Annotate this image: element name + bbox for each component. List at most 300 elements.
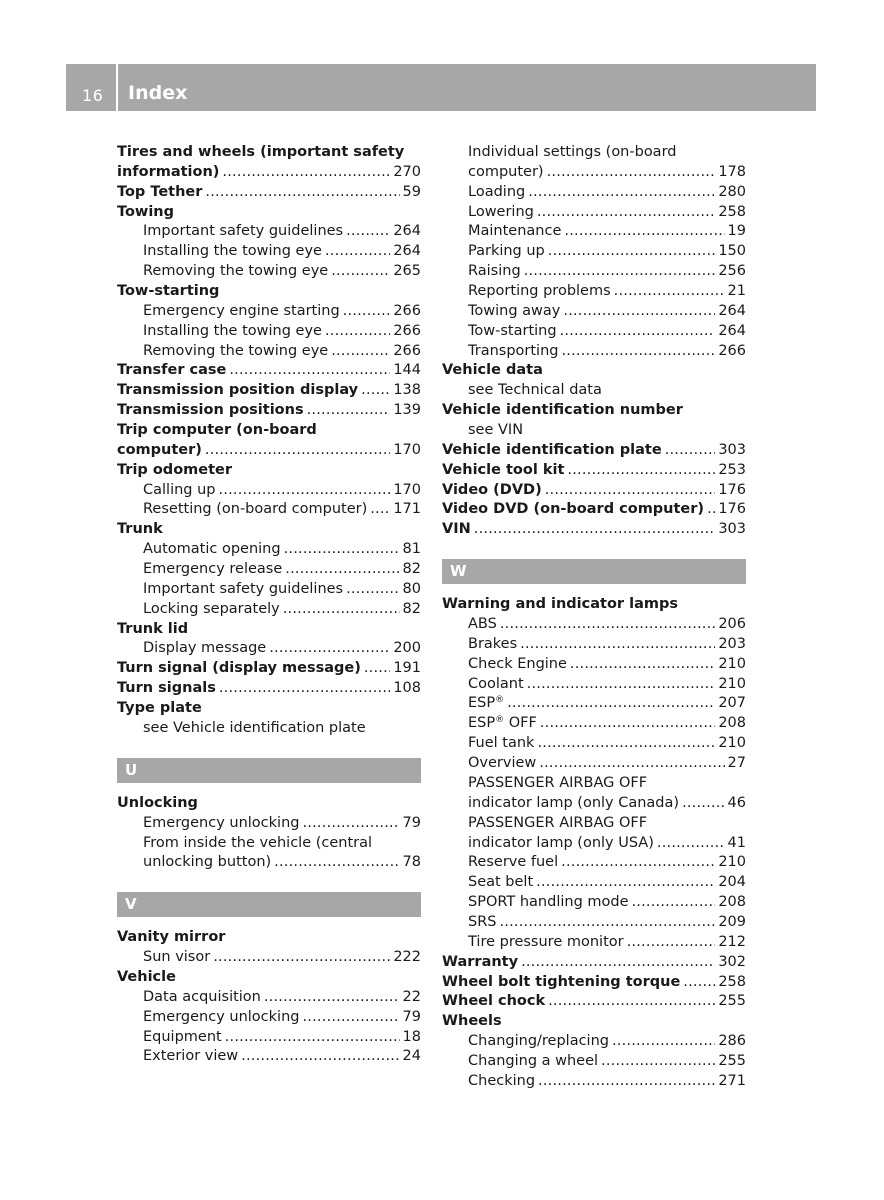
page-reference: 82 — [402, 600, 421, 617]
dot-leader — [307, 401, 391, 421]
entry-term — [442, 595, 678, 615]
dot-leader — [538, 1072, 715, 1092]
dot-leader — [302, 1008, 399, 1028]
dot-leader — [361, 381, 390, 401]
entry-term — [117, 361, 226, 381]
dot-leader — [528, 183, 715, 203]
page-reference: 79 — [402, 814, 421, 831]
index-subentry — [442, 853, 746, 873]
dot-leader — [325, 242, 390, 262]
page-reference: 255 — [718, 1052, 746, 1069]
entry-term-text: Trunk lid — [117, 620, 189, 637]
dot-leader — [346, 222, 390, 242]
entry-term-text: Vehicle — [117, 968, 176, 985]
index-entry — [117, 441, 421, 461]
entry-term-text: Lowering — [468, 203, 534, 220]
index-entry — [117, 401, 421, 421]
page-reference: 280 — [718, 183, 746, 200]
entry-term-text: Checking — [468, 1072, 536, 1089]
page-reference: 303 — [718, 441, 746, 458]
index-subentry — [442, 1072, 746, 1092]
page-number: 16 — [82, 86, 104, 105]
entry-term — [468, 1032, 609, 1052]
dot-leader — [601, 1052, 715, 1072]
page-reference: 208 — [718, 715, 746, 732]
dot-leader — [657, 834, 725, 854]
dot-leader — [567, 461, 715, 481]
entry-term — [468, 734, 534, 754]
entry-term — [468, 873, 533, 893]
entry-term — [143, 342, 328, 362]
index-entry — [117, 928, 421, 948]
entry-term-text: Transmission position display — [117, 382, 359, 399]
page-reference: 264 — [393, 223, 421, 240]
index-subentry — [117, 322, 421, 342]
entry-term-text: Installing the towing eye — [143, 243, 322, 260]
registered-mark: ® — [495, 695, 505, 706]
dot-leader — [614, 282, 725, 302]
entry-term-text: Removing the towing eye — [143, 263, 329, 280]
entry-term — [468, 242, 545, 262]
dot-leader — [264, 988, 400, 1008]
dot-leader — [520, 635, 715, 655]
index-subentry — [117, 814, 421, 834]
entry-term — [468, 183, 525, 203]
dot-leader — [225, 1028, 400, 1048]
dot-leader — [507, 694, 715, 714]
entry-term — [117, 928, 225, 948]
entry-term-text: Vanity mirror — [117, 929, 226, 946]
index-subentry — [117, 1028, 421, 1048]
entry-term-text: Wheel bolt tightening torque — [442, 973, 681, 990]
entry-term-text: Emergency unlocking — [143, 814, 300, 831]
entry-term — [442, 361, 543, 381]
entry-term-text: Installing the towing eye — [143, 322, 322, 339]
entry-term — [442, 441, 662, 461]
page-reference: 266 — [393, 342, 421, 359]
page-reference: 204 — [718, 874, 746, 891]
dot-leader — [682, 794, 724, 814]
entry-term — [468, 143, 676, 163]
page-reference: 266 — [718, 342, 746, 359]
page-reference: 210 — [718, 675, 746, 692]
page-reference: 222 — [393, 949, 421, 966]
entry-term-text: Sun visor — [143, 949, 211, 966]
index-subentry — [442, 143, 746, 163]
entry-term-text: Removing the towing eye — [143, 342, 329, 359]
dot-leader — [527, 675, 716, 695]
entry-term-text: see VIN — [468, 422, 524, 439]
entry-term-text: Tow-starting — [117, 283, 220, 300]
index-subentry — [117, 540, 421, 560]
index-subentry — [442, 262, 746, 282]
page-reference: 264 — [718, 302, 746, 319]
index-subentry — [442, 163, 746, 183]
registered-mark: ® — [495, 715, 505, 726]
index-subentry — [442, 635, 746, 655]
page-reference: 138 — [393, 382, 421, 399]
entry-term-text: unlocking button) — [143, 854, 272, 871]
entry-term-text: Raising — [468, 263, 521, 280]
index-subentry — [117, 948, 421, 968]
page-reference: 266 — [393, 302, 421, 319]
index-subentry — [442, 342, 746, 362]
entry-term — [117, 183, 202, 203]
index-entry — [117, 461, 421, 481]
entry-term — [468, 203, 534, 223]
entry-term — [143, 853, 271, 873]
page-reference: 81 — [402, 541, 421, 558]
entry-term-text: indicator lamp (only Canada) — [468, 794, 680, 811]
dot-leader — [302, 814, 399, 834]
index-entry — [117, 421, 421, 441]
page-reference: 302 — [718, 953, 746, 970]
index-subentry — [442, 222, 746, 242]
index-entry — [117, 163, 421, 183]
section-letter-w: W — [442, 559, 746, 584]
entry-term — [143, 580, 343, 600]
page-reference: 170 — [393, 481, 421, 498]
page-reference: 27 — [727, 755, 746, 772]
entry-term — [117, 401, 304, 421]
entry-term-text: Emergency unlocking — [143, 1008, 300, 1025]
page-reference: 286 — [718, 1033, 746, 1050]
page-reference: 144 — [393, 362, 421, 379]
dot-leader — [205, 441, 390, 461]
index-subentry — [442, 381, 746, 401]
index-subentry — [117, 580, 421, 600]
page-reference: 258 — [718, 973, 746, 990]
index-entry — [117, 203, 421, 223]
entry-term-text: Warning and indicator lamps — [442, 596, 678, 613]
entry-term — [442, 500, 704, 520]
index-subentry — [442, 203, 746, 223]
page-reference: 170 — [393, 441, 421, 458]
page-reference: 24 — [402, 1048, 421, 1065]
page-reference: 18 — [402, 1028, 421, 1045]
dot-leader — [205, 183, 399, 203]
page-reference: 258 — [718, 203, 746, 220]
entry-term-text: Overview — [468, 755, 537, 772]
entry-term — [143, 1028, 222, 1048]
page-reference: 171 — [393, 501, 421, 518]
entry-term — [143, 222, 343, 242]
entry-term-text: Turn signals — [117, 680, 216, 697]
entry-term-text: SRS — [468, 913, 497, 930]
index-subentry — [442, 794, 746, 814]
entry-term-text: Vehicle identification number — [442, 402, 683, 419]
entry-term-text: Exterior view — [143, 1048, 239, 1065]
entry-term — [143, 242, 322, 262]
entry-term-text: Important safety guidelines — [143, 580, 344, 597]
dot-leader — [564, 222, 724, 242]
entry-term-text: Calling up — [143, 481, 216, 498]
index-subentry — [117, 719, 421, 739]
dot-leader — [285, 560, 399, 580]
page-reference: 80 — [402, 580, 421, 597]
page-reference: 176 — [718, 481, 746, 498]
dot-leader — [346, 580, 399, 600]
index-subentry — [442, 834, 746, 854]
entry-term — [468, 381, 602, 401]
entry-term — [468, 794, 679, 814]
dot-leader — [222, 163, 390, 183]
index-subentry — [442, 242, 746, 262]
entry-term — [468, 342, 558, 362]
entry-term-text: Reporting problems — [468, 283, 611, 300]
page-reference: 139 — [393, 402, 421, 419]
entry-term-text: Changing/replacing — [468, 1033, 609, 1050]
entry-term-text: Parking up — [468, 243, 545, 260]
index-subentry — [442, 282, 746, 302]
entry-term-text: Data acquisition — [143, 988, 261, 1005]
index-entry — [442, 520, 746, 540]
dot-leader — [521, 953, 715, 973]
dot-leader — [269, 639, 390, 659]
index-subentry — [442, 1052, 746, 1072]
entry-term — [468, 163, 544, 183]
index-entry — [117, 620, 421, 640]
entry-term-text: Tires and wheels (important safety — [117, 144, 405, 160]
dot-leader — [325, 322, 390, 342]
entry-term-text: Wheel chock — [442, 993, 546, 1010]
dot-leader — [331, 262, 390, 282]
index-subentry — [117, 600, 421, 620]
entry-term-text: see Vehicle identification plate — [143, 719, 366, 736]
entry-term — [442, 401, 683, 421]
page-reference: 264 — [393, 243, 421, 260]
page-reference: 178 — [718, 163, 746, 180]
page-reference: 264 — [718, 322, 746, 339]
dot-leader — [561, 853, 715, 873]
entry-term-text: Check Engine — [468, 655, 567, 672]
entry-term-text: Vehicle identification plate — [442, 441, 662, 458]
page-reference: 270 — [393, 163, 421, 180]
entry-term — [143, 540, 281, 560]
entry-term-text: see Technical data — [468, 382, 602, 399]
index-subentry — [117, 481, 421, 501]
index-subentry — [442, 774, 746, 794]
index-entry — [442, 500, 746, 520]
entry-term — [117, 659, 361, 679]
entry-term-text: Unlocking — [117, 794, 198, 811]
index-entry — [117, 659, 421, 679]
index-subentry — [117, 302, 421, 322]
entry-term-text: Individual settings (on-board — [468, 144, 677, 160]
entry-term — [117, 143, 404, 163]
index-entry — [117, 699, 421, 719]
index-subentry — [442, 322, 746, 342]
index-subentry — [442, 814, 746, 834]
entry-term — [468, 222, 561, 242]
entry-term-text: Trunk — [117, 521, 163, 538]
index-entry — [442, 441, 746, 461]
page-reference: 253 — [718, 461, 746, 478]
entry-term-text: Tow-starting — [468, 322, 557, 339]
index-subentry — [442, 714, 746, 734]
page-reference: 255 — [718, 993, 746, 1010]
dot-leader — [612, 1032, 715, 1052]
entry-term-text: Reserve fuel — [468, 854, 559, 871]
entry-term — [143, 302, 340, 322]
index-subentry — [442, 675, 746, 695]
page-reference: 21 — [727, 283, 746, 300]
entry-term-text: Equipment — [143, 1028, 222, 1045]
index-entry — [117, 520, 421, 540]
index-subentry — [117, 500, 421, 520]
index-entry — [117, 143, 421, 163]
entry-term — [117, 421, 317, 441]
dot-leader — [331, 342, 390, 362]
entry-term — [143, 500, 367, 520]
page-reference: 266 — [393, 322, 421, 339]
entry-term — [468, 615, 497, 635]
entry-term-text: indicator lamp (only USA) — [468, 834, 654, 851]
index-subentry — [442, 933, 746, 953]
page-reference: 191 — [393, 660, 421, 677]
index-column-left — [117, 143, 421, 1067]
entry-term-text: From inside the vehicle (central — [143, 834, 373, 851]
index-subentry — [442, 302, 746, 322]
page-reference: 22 — [402, 988, 421, 1005]
index-subentry — [442, 655, 746, 675]
page-reference: 212 — [718, 933, 746, 950]
index-entry — [117, 968, 421, 988]
page-reference: 59 — [402, 183, 421, 200]
entry-term — [143, 481, 216, 501]
dot-leader — [683, 973, 715, 993]
dot-leader — [563, 302, 715, 322]
entry-term-text: Resetting (on-board computer) — [143, 501, 368, 518]
index-entry — [117, 361, 421, 381]
dot-leader — [548, 992, 715, 1012]
entry-term — [117, 679, 216, 699]
entry-term-text: computer) — [117, 441, 202, 458]
dot-leader — [283, 600, 400, 620]
entry-term — [117, 381, 358, 401]
dot-leader — [364, 659, 390, 679]
entry-term — [468, 282, 611, 302]
index-entry — [117, 381, 421, 401]
entry-term-text: ABS — [468, 616, 497, 633]
page-reference: 176 — [718, 501, 746, 518]
entry-term-text: Transporting — [468, 342, 559, 359]
entry-term — [468, 853, 558, 873]
entry-term-text: Video (DVD) — [442, 481, 542, 498]
entry-term — [143, 560, 282, 580]
dot-leader — [707, 500, 715, 520]
entry-term-text: Video DVD (on-board computer) — [442, 501, 705, 518]
entry-term — [143, 719, 366, 739]
page-title: Index — [128, 82, 188, 104]
entry-term-text: Locking separately — [143, 600, 280, 617]
section-letter-u: U — [117, 758, 421, 783]
entry-term-text: ESP — [468, 695, 496, 712]
entry-term — [143, 639, 266, 659]
entry-term-text: Loading — [468, 183, 526, 200]
entry-term — [143, 600, 280, 620]
entry-term-text: Top Tether — [117, 183, 203, 200]
entry-term-text: Seat belt — [468, 874, 534, 891]
index-subentry — [442, 734, 746, 754]
page-reference: 82 — [402, 561, 421, 578]
index-entry — [442, 361, 746, 381]
entry-term-text: information) — [117, 163, 220, 180]
index-subentry — [117, 988, 421, 1008]
entry-term-text: Towing — [117, 203, 174, 220]
entry-term — [442, 953, 518, 973]
page-reference: 207 — [718, 695, 746, 712]
index-subentry — [117, 242, 421, 262]
page-reference: 200 — [393, 640, 421, 657]
page-reference: 78 — [402, 854, 421, 871]
entry-term — [468, 322, 557, 342]
entry-term-text: Vehicle data — [442, 362, 543, 379]
header-divider — [116, 64, 118, 111]
page-reference: 46 — [727, 794, 746, 811]
entry-term-text: Maintenance — [468, 223, 562, 240]
entry-term-text: Emergency release — [143, 561, 283, 578]
index-subentry — [442, 694, 746, 714]
index-entry — [117, 282, 421, 302]
entry-term — [468, 1052, 598, 1072]
dot-leader — [213, 948, 390, 968]
entry-term — [143, 262, 328, 282]
dot-leader — [370, 500, 390, 520]
index-entry — [442, 1012, 746, 1032]
entry-term-text: Automatic opening — [143, 541, 281, 558]
index-subentry — [442, 183, 746, 203]
entry-term — [143, 814, 299, 834]
dot-leader — [537, 734, 715, 754]
page-reference: 303 — [718, 521, 746, 538]
entry-term-text: Important safety guidelines — [143, 223, 344, 240]
entry-term — [468, 655, 567, 675]
page-reference: 210 — [718, 655, 746, 672]
index-entry — [442, 973, 746, 993]
page-reference: 203 — [718, 635, 746, 652]
entry-term — [143, 834, 372, 854]
index-subentry — [442, 913, 746, 933]
dot-leader — [632, 893, 716, 913]
entry-term — [143, 1047, 238, 1067]
index-entry — [117, 679, 421, 699]
entry-term — [468, 774, 647, 794]
dot-leader — [540, 714, 715, 734]
entry-term — [143, 322, 322, 342]
entry-term — [117, 620, 188, 640]
index-subentry — [442, 1032, 746, 1052]
dot-leader — [627, 933, 716, 953]
page-reference: 108 — [393, 680, 421, 697]
entry-term-text: Transmission positions — [117, 402, 304, 419]
dot-leader — [219, 679, 390, 699]
page-reference: 271 — [718, 1072, 746, 1089]
entry-term — [468, 913, 496, 933]
index-entry — [442, 461, 746, 481]
index-subentry — [117, 834, 421, 854]
entry-term — [468, 262, 521, 282]
index-subentry — [442, 754, 746, 774]
entry-term-text: Towing away — [468, 302, 561, 319]
entry-term — [468, 893, 629, 913]
entry-term — [468, 814, 647, 834]
section-letter-v: V — [117, 892, 421, 917]
index-subentry — [442, 873, 746, 893]
index-column-right — [442, 143, 746, 1092]
page-reference: 150 — [718, 243, 746, 260]
page-reference: 19 — [727, 223, 746, 240]
